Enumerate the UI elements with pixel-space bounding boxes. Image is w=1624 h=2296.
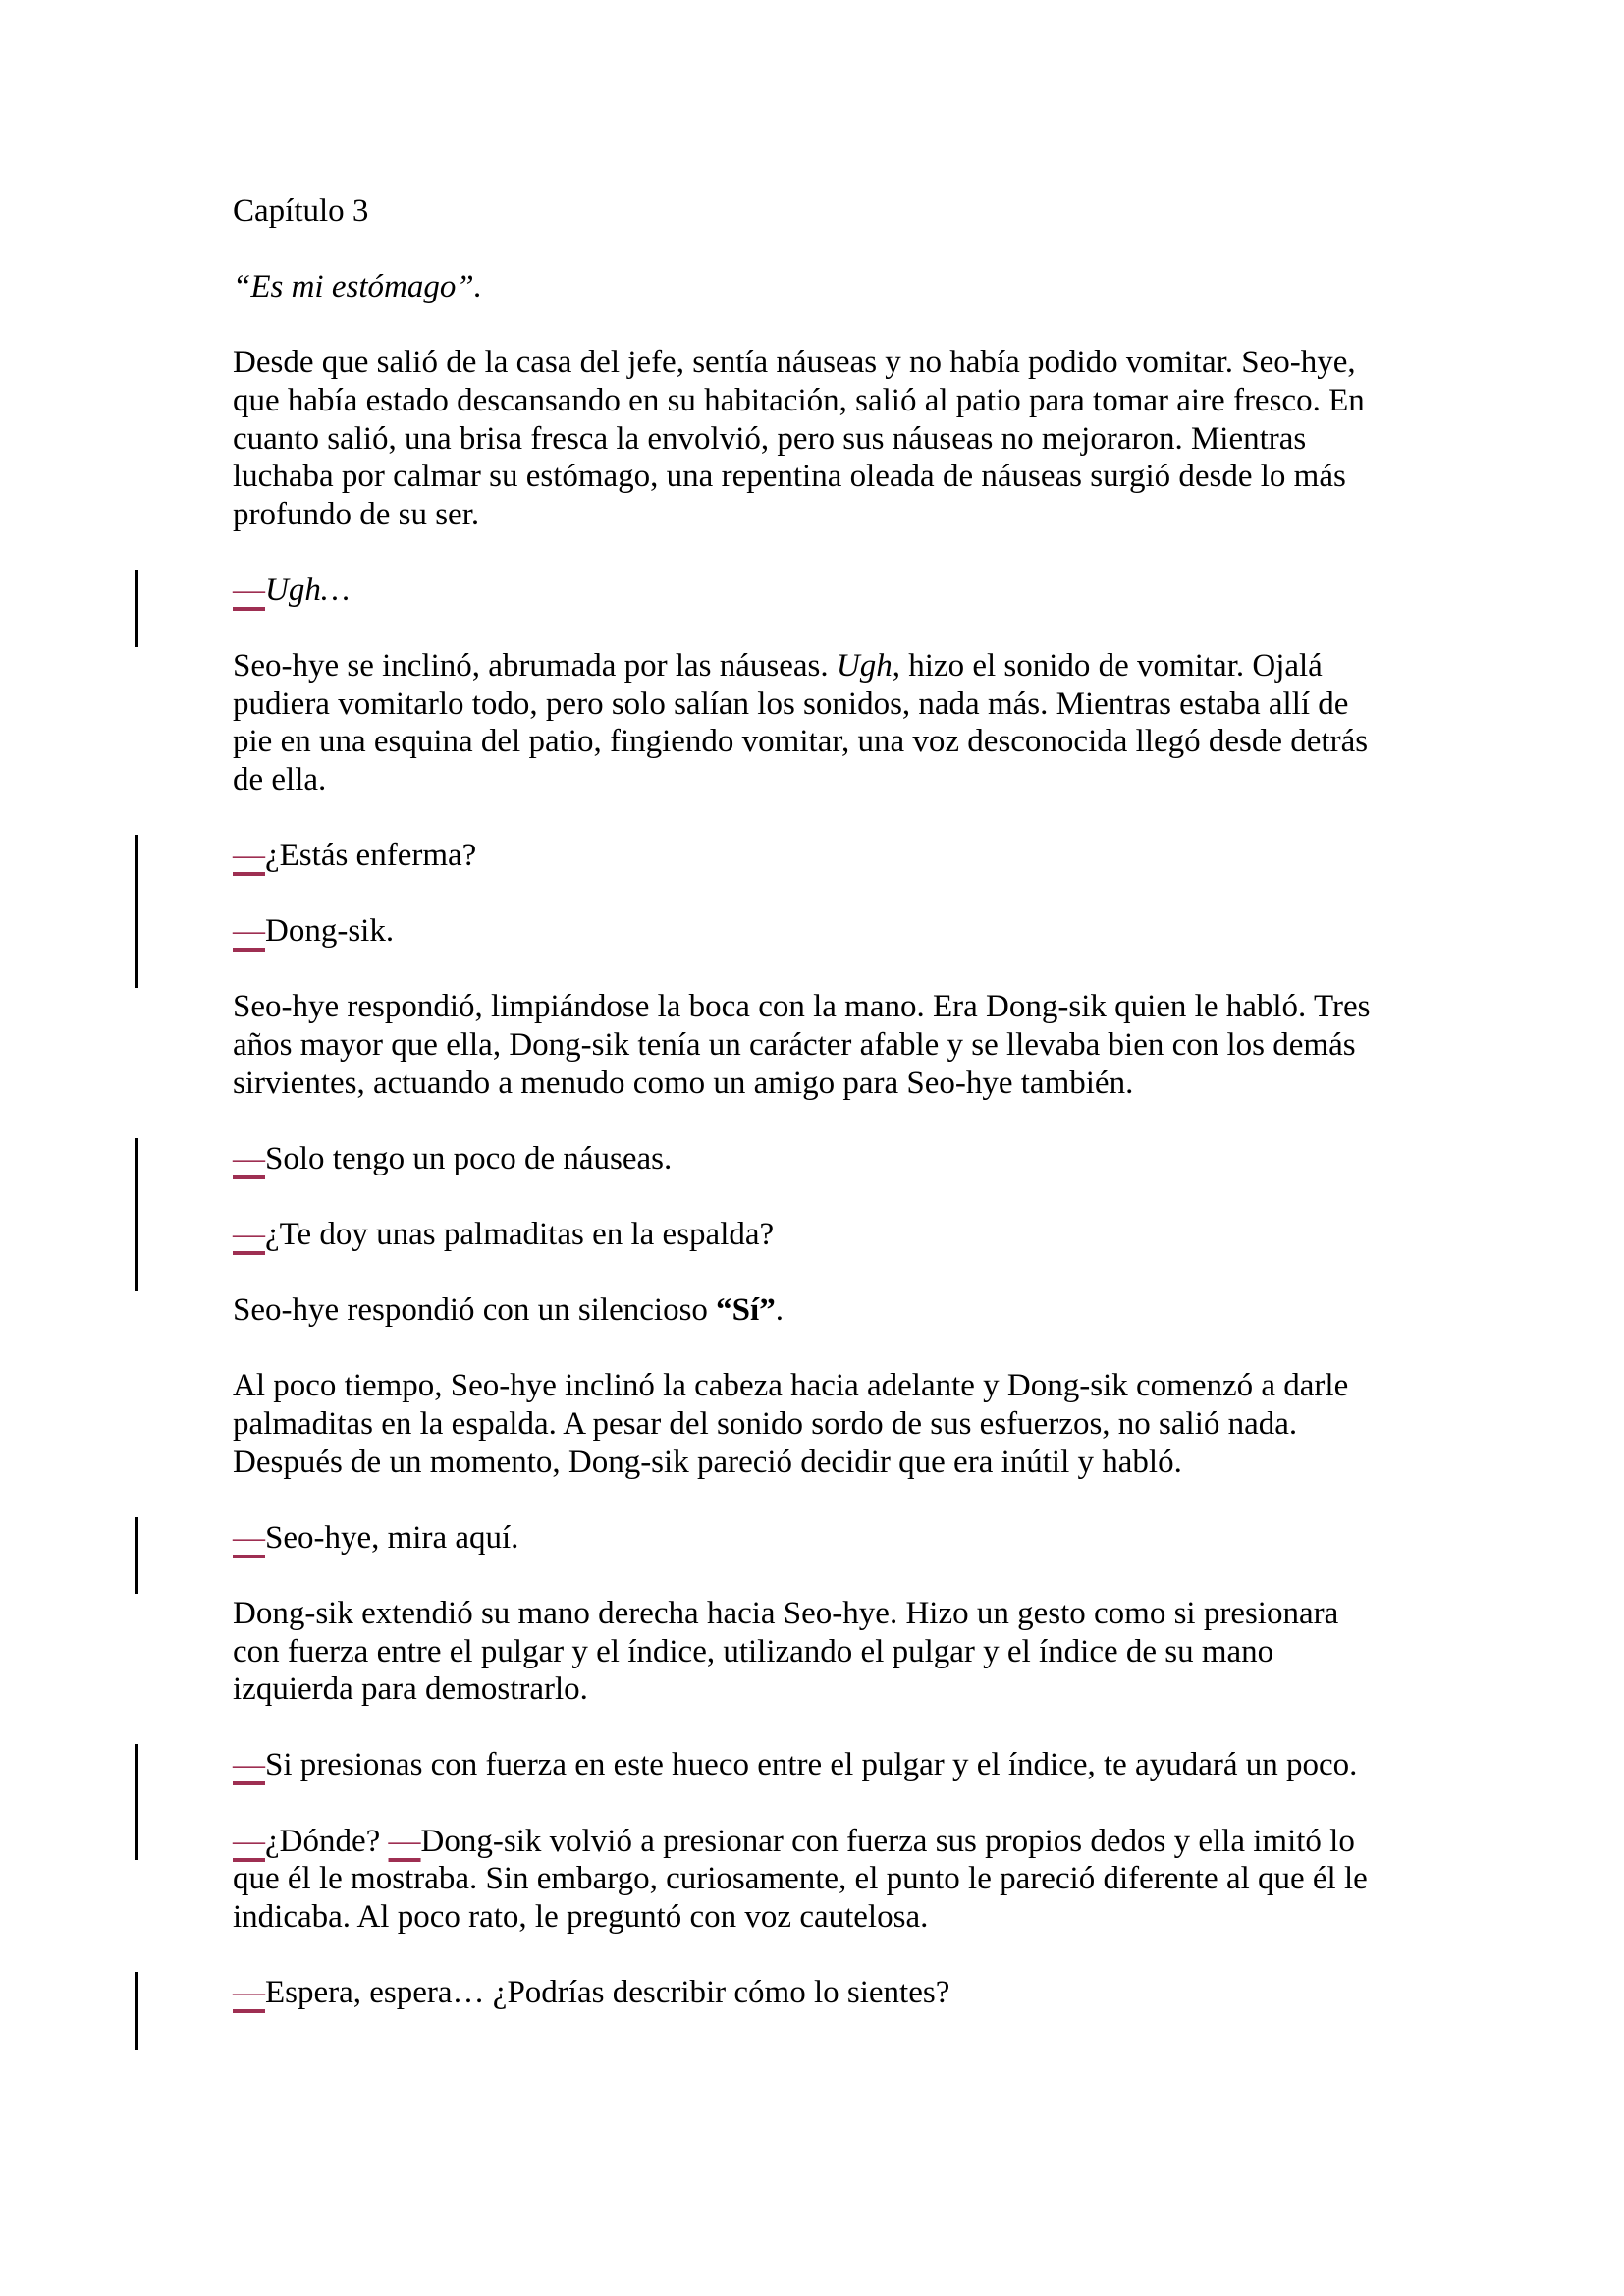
dialogue-line-text-line: [233, 1746, 1428, 1784]
dialogue-line: [233, 1519, 1428, 1558]
dialogue-line: [233, 1140, 1428, 1178]
dialogue-paragraph-text-line: [233, 1823, 1428, 1861]
tracked-insertion-dash: —: [233, 1217, 265, 1253]
tracked-insertion-dash: —: [233, 1140, 265, 1176]
text-segment: pudiera vomitarlo todo, pero solo salían los sonidos, nada más. Mientras estaba allí de: [233, 685, 1349, 722]
narrative-paragraph-text-line: [233, 496, 1428, 534]
text-segment: Dong-sik volvió a presionar con fuerza sus propios dedos y ella imitó lo: [420, 1823, 1355, 1859]
text-segment: pie en una esquina del patio, fingiendo vomitar, una voz desconocida llegó desde detrás: [233, 724, 1369, 760]
text-segment: Seo-hye se inclinó, abrumada por las náuseas.: [233, 648, 837, 684]
text-segment: Capítulo 3: [233, 193, 369, 229]
text-segment: Dong-sik.: [265, 913, 395, 950]
change-bar: [135, 1138, 138, 1216]
text-segment: Después de un momento, Dong-sik pareció decidir que era inútil y habló.: [233, 1444, 1182, 1480]
tracked-insertion-dash: —: [233, 1823, 265, 1859]
dialogue-line: [233, 1216, 1428, 1254]
narrative-paragraph: [233, 1367, 1428, 1481]
dialogue-line-text-line: [233, 912, 1428, 951]
narrative-paragraph-text-line: [233, 382, 1428, 420]
narrative-paragraph-text-line: [233, 344, 1428, 382]
chapter-heading: [233, 192, 1428, 231]
dialogue-paragraph-text-line: [233, 1898, 1428, 1937]
dialogue-line-text-line: [233, 1216, 1428, 1254]
text-segment: , hizo el sonido de vomitar. Ojalá: [892, 648, 1323, 684]
narrative-paragraph-text-line: [233, 723, 1428, 761]
narrative-paragraph-text-line: [233, 1026, 1428, 1065]
change-bar: [135, 570, 138, 647]
tracked-insertion-dash: —: [388, 1823, 421, 1859]
narrative-paragraph-text-line: [233, 761, 1428, 799]
text-segment: que había estado descansando en su habitación, salió al patio para tomar aire fresco. En: [233, 382, 1365, 418]
narrative-paragraph: [233, 647, 1428, 798]
text-segment: Seo-hye respondió con un silencioso: [233, 1292, 717, 1329]
narrative-paragraph-text-line: [233, 1595, 1428, 1633]
dialogue-line-text-line: [233, 837, 1428, 875]
text-segment: indicaba. Al poco rato, le preguntó con voz cautelosa.: [233, 1898, 929, 1935]
change-bar: [135, 1972, 138, 2050]
text-segment: ¿Dónde?: [265, 1823, 389, 1859]
text-segment: años mayor que ella, Dong-sik tenía un carácter afable y se llevaba bien con los demás: [233, 1027, 1356, 1064]
narrative-paragraph-text-line: [233, 1367, 1428, 1405]
narrative-paragraph-text-line: [233, 1670, 1428, 1709]
tracked-insertion-dash: —: [233, 1974, 265, 2010]
narrative-paragraph-text-line: [233, 685, 1428, 724]
text-segment: Si presionas con fuerza en este hueco entre el pulgar y el índice, te ayudará un poco.: [265, 1747, 1358, 1783]
text-segment: Seo-hye respondió, limpiándose la boca con la mano. Era Dong-sik quien le habló. Tres: [233, 989, 1371, 1025]
dialogue-line-text-line: [233, 1519, 1428, 1558]
narrative-paragraph-text-line: [233, 1633, 1428, 1671]
text-segment: ¿Te doy unas palmaditas en la espalda?: [265, 1217, 775, 1253]
narrative-paragraph-text-line: [233, 988, 1428, 1026]
text-segment: Ugh…: [265, 572, 351, 608]
text-segment: cuanto salió, una brisa fresca la envolvió, pero sus náuseas no mejoraron. Mientras: [233, 420, 1307, 457]
epigraph-line: [233, 268, 1428, 306]
tracked-insertion-dash: —: [233, 838, 265, 874]
text-segment: Espera, espera… ¿Podrías describir cómo lo sientes?: [265, 1974, 950, 2010]
chapter-heading-text-line: [233, 192, 1428, 231]
change-bar: [135, 1821, 138, 1860]
change-bar: [135, 910, 138, 988]
change-bar: [135, 1744, 138, 1822]
narrative-paragraph-text-line: [233, 1405, 1428, 1444]
text-segment: de ella.: [233, 761, 327, 797]
text-segment: que él le mostraba. Sin embargo, curiosamente, el punto le pareció diferente al que él le: [233, 1861, 1368, 1897]
text-segment: Al poco tiempo, Seo-hye inclinó la cabeza hacia adelante y Dong-sik comenzó a darle: [233, 1368, 1349, 1404]
text-segment: Solo tengo un poco de náuseas.: [265, 1140, 673, 1176]
text-segment: con fuerza entre el pulgar y el índice, utilizando el pulgar y el índice de su mano: [233, 1633, 1274, 1669]
text-segment: sirvientes, actuando a menudo como un amigo para Seo-hye también.: [233, 1065, 1134, 1101]
epigraph-line-text-line: [233, 268, 1428, 306]
change-bar: [135, 1214, 138, 1291]
dialogue-line: [233, 1746, 1428, 1784]
dialogue-paragraph: [233, 1823, 1428, 1937]
text-segment: Ugh: [836, 648, 893, 684]
text-segment: Desde que salió de la casa del jefe, sentía náuseas y no había podido vomitar. Seo-hye,: [233, 345, 1356, 381]
narrative-paragraph-text-line: [233, 458, 1428, 496]
narrative-paragraph: [233, 1291, 1428, 1330]
narrative-paragraph-text-line: [233, 1065, 1428, 1103]
narrative-paragraph: [233, 988, 1428, 1102]
change-bar: [135, 835, 138, 912]
narrative-paragraph-text-line: [233, 420, 1428, 459]
text-segment: Dong-sik extendió su mano derecha hacia Seo-hye. Hizo un gesto como si presionara: [233, 1595, 1339, 1631]
narrative-paragraph-text-line: [233, 1444, 1428, 1482]
dialogue-line-text-line: [233, 1974, 1428, 2012]
narrative-paragraph: [233, 344, 1428, 533]
narrative-paragraph-text-line: [233, 647, 1428, 685]
text-segment: .: [775, 1292, 784, 1329]
dialogue-line-text-line: [233, 1140, 1428, 1178]
tracked-insertion-dash: —: [233, 1747, 265, 1783]
dialogue-line: [233, 1974, 1428, 2012]
text-segment: palmaditas en la espalda. A pesar del sonido sordo de sus esfuerzos, no salió nada.: [233, 1406, 1298, 1442]
dialogue-line: [233, 837, 1428, 875]
tracked-insertion-dash: —: [233, 913, 265, 950]
tracked-insertion-dash: —: [233, 572, 265, 608]
tracked-insertion-dash: —: [233, 1519, 265, 1556]
dialogue-line: [233, 912, 1428, 951]
dialogue-line: [233, 572, 1428, 610]
text-segment: profundo de su ser.: [233, 496, 480, 532]
narrative-paragraph-text-line: [233, 1291, 1428, 1330]
text-segment: “Es mi estómago”.: [233, 269, 482, 305]
change-bar: [135, 1517, 138, 1595]
text-segment: izquierda para demostrarlo.: [233, 1671, 588, 1708]
dialogue-paragraph-text-line: [233, 1860, 1428, 1898]
text-segment: “Sí”: [716, 1292, 776, 1329]
text-segment: Seo-hye, mira aquí.: [265, 1519, 519, 1556]
text-segment: ¿Estás enferma?: [265, 838, 477, 874]
text-segment: luchaba por calmar su estómago, una repentina oleada de náuseas surgió desde lo más: [233, 459, 1346, 495]
narrative-paragraph: [233, 1595, 1428, 1709]
dialogue-line-text-line: [233, 572, 1428, 610]
